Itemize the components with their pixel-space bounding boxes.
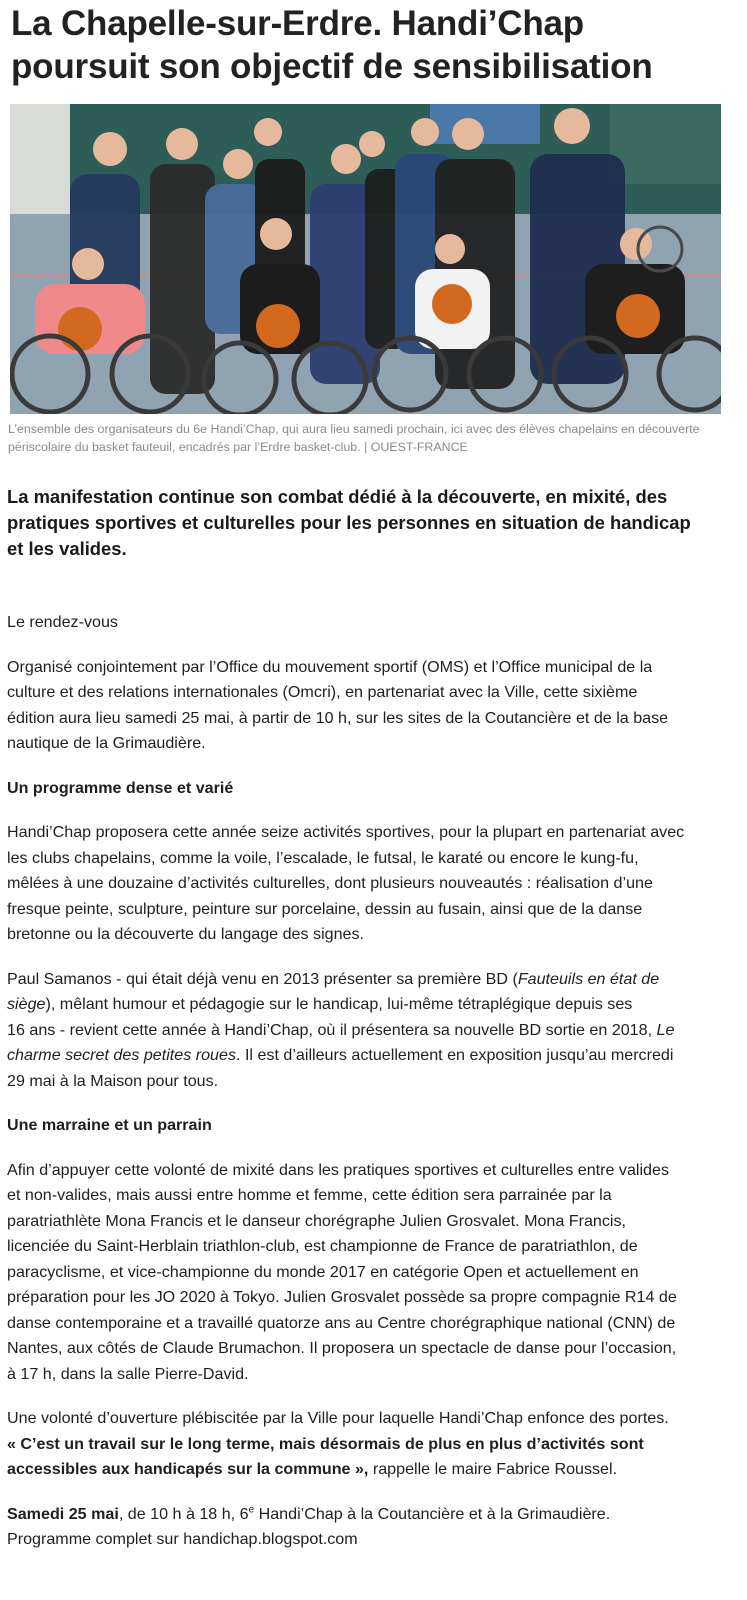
subheading-2 [7, 1113, 732, 1139]
caption-line-2: périscolaire du basket fauteuil, encadrés par l’Erdre basket-club. | OUEST-FRANCE [8, 440, 468, 454]
p6-line-2: Programme complet sur handichap.blogspot.com [7, 1530, 358, 1548]
p6-date: Samedi 25 mai [7, 1504, 119, 1523]
p4-line: Afin d’appuyer cette volonté de mixité dans les pratiques sportives et culturelles entre valides [7, 1160, 669, 1179]
p1-line: édition aura lieu samedi 25 mai, à partir de 10 h, sur les sites de la Coutancière et de la base [7, 708, 669, 727]
paragraph-1 [7, 655, 732, 757]
p4-line: danse contemporaine et a travaillé quatorze ans au Centre chorégraphique national (CNN) de [7, 1313, 676, 1332]
p6-line-1 [7, 1502, 732, 1528]
paragraph-2 [7, 820, 732, 948]
p4-line: licenciée du Saint-Herblain triathlon-club, est championne de France de paratriathlon, de [7, 1237, 638, 1255]
p4-line: et non-valides, mais aussi entre homme et femme, cette édition sera parrainée par la [7, 1186, 612, 1204]
p3-line-2 [7, 992, 732, 1018]
kicker [7, 610, 732, 636]
p3-book-title-2b: charme secret des petites roues [7, 1046, 236, 1064]
kicker-text: Le rendez-vous [7, 613, 118, 631]
p6-text: , de 10 h à 18 h, 6 [118, 1504, 249, 1523]
photo-caption [8, 420, 728, 456]
lead-line-2: pratiques sportives et culturelles pour les personnes en situation de handicap [7, 512, 691, 533]
subheading-1 [7, 776, 732, 802]
p5-quote-line-1 [7, 1432, 732, 1458]
p4-line: préparation pour les JO 2020 à Tokyo. Julien Grosvalet possède sa propre compagnie R14 de [7, 1288, 677, 1306]
article-body [7, 610, 732, 1572]
p4-line: paracyclisme, et vice-championne du monde 2017 en catégorie Open et actuellement en [7, 1262, 639, 1281]
lead-line-3: et les valides. [7, 538, 127, 559]
p6-ordinal: e [248, 1504, 255, 1516]
subheading-2-text: Une marraine et un parrain [7, 1116, 212, 1134]
p5-quote: « C’est un travail sur le long terme, mais désormais de plus en plus d’activités sont [7, 1434, 644, 1453]
p4-line: Nantes, aux côtés de Claude Brumachon. Il proposera un spectacle de danse pour l’occasion, [7, 1339, 677, 1357]
p1-line: culture et des relations internationales (Omcri), en partenariat avec la Ville, cette sixième [7, 683, 638, 701]
p1-line: nautique de la Grimaudière. [7, 734, 206, 752]
caption-line-1: L’ensemble des organisateurs du 6e Handi’Chap, qui aura lieu samedi prochain, ici avec des élèves chapelains en découverte [8, 422, 700, 436]
article-headline [0, 0, 747, 88]
p2-line: fresque peinte, sculpture, peinture sur porcelaine, dessin au fusain, ainsi que de la danse [7, 899, 643, 918]
p5-line-1: Une volonté d’ouverture plébiscitée par la Ville pour laquelle Handi’Chap enfonce des portes. [7, 1409, 669, 1427]
p5-line-3 [7, 1457, 732, 1483]
p4-line: à 17 h, dans la salle Pierre-David. [7, 1364, 249, 1383]
headline-line-2: poursuit son objectif de sensibilisation [11, 47, 653, 86]
paragraph-3 [7, 967, 732, 1095]
p3-book-title-2: Le [656, 1020, 675, 1039]
paragraph-4 [7, 1158, 732, 1388]
lead-line-1: La manifestation continue son combat dédié à la découverte, en mixité, des [7, 486, 668, 507]
p5-quote-end: accessibles aux handicapés sur la commune », [7, 1460, 369, 1478]
p6-text-end: Handi’Chap à la Coutancière et à la Grimaudière. [254, 1504, 611, 1523]
p2-line: mêlées à une douzaine d’activités culturelles, dont plusieurs nouveautés : réalisation d’une [7, 874, 653, 892]
p2-line: bretonne ou la découverte du langage des signes. [7, 925, 365, 943]
photo-window [430, 104, 540, 144]
p3-line-5: 29 mai à la Maison pour tous. [7, 1071, 219, 1090]
p3-book-title-1b: siège [7, 995, 46, 1013]
p3-text: Paul Samanos - qui était déjà venu en 2013 présenter sa première BD ( [7, 969, 518, 988]
subheading-1-text: Un programme dense et varié [7, 778, 234, 797]
photo-wall-panel [10, 104, 70, 214]
p4-line: paratriathlète Mona Francis et le danseur chorégraphe Julien Grosvalet. Mona Francis, [7, 1211, 627, 1230]
p2-line: les clubs chapelains, comme la voile, l’escalade, le futsal, le karaté ou encore le kung-fu, [7, 848, 639, 867]
p1-line: Organisé conjointement par l’Office du mouvement sportif (OMS) et l’Office municipal de la [7, 657, 653, 676]
article-lead [7, 484, 732, 562]
p3-line-3 [7, 1018, 732, 1044]
p3-line-4 [7, 1043, 732, 1069]
headline-line-1: La Chapelle-sur-Erdre. Handi’Chap [11, 4, 584, 43]
paragraph-6 [7, 1502, 732, 1553]
p5-attribution: rappelle le maire Fabrice Roussel. [368, 1460, 618, 1478]
p3-line-1 [7, 967, 732, 993]
p2-line: Handi’Chap proposera cette année seize activités sportives, pour la plupart en partenariat avec [7, 823, 685, 841]
p3-text: ), mêlant humour et pédagogie sur le handicap, lui-même tétraplégique depuis ses [45, 995, 633, 1013]
photo-adults [70, 154, 625, 394]
p3-text: 16 ans - revient cette année à Handi’Chap, où il présentera sa nouvelle BD sortie en 2018, [7, 1020, 657, 1039]
photo-group-wheelchair-basketball-icon [10, 104, 721, 414]
p3-book-title-1: Fauteuils en état de [517, 969, 660, 988]
photo-wall-right [610, 104, 721, 184]
paragraph-5 [7, 1406, 732, 1483]
p3-text: . Il est d’ailleurs actuellement en exposition jusqu’au mercredi [236, 1046, 674, 1064]
article-photo [10, 104, 721, 414]
